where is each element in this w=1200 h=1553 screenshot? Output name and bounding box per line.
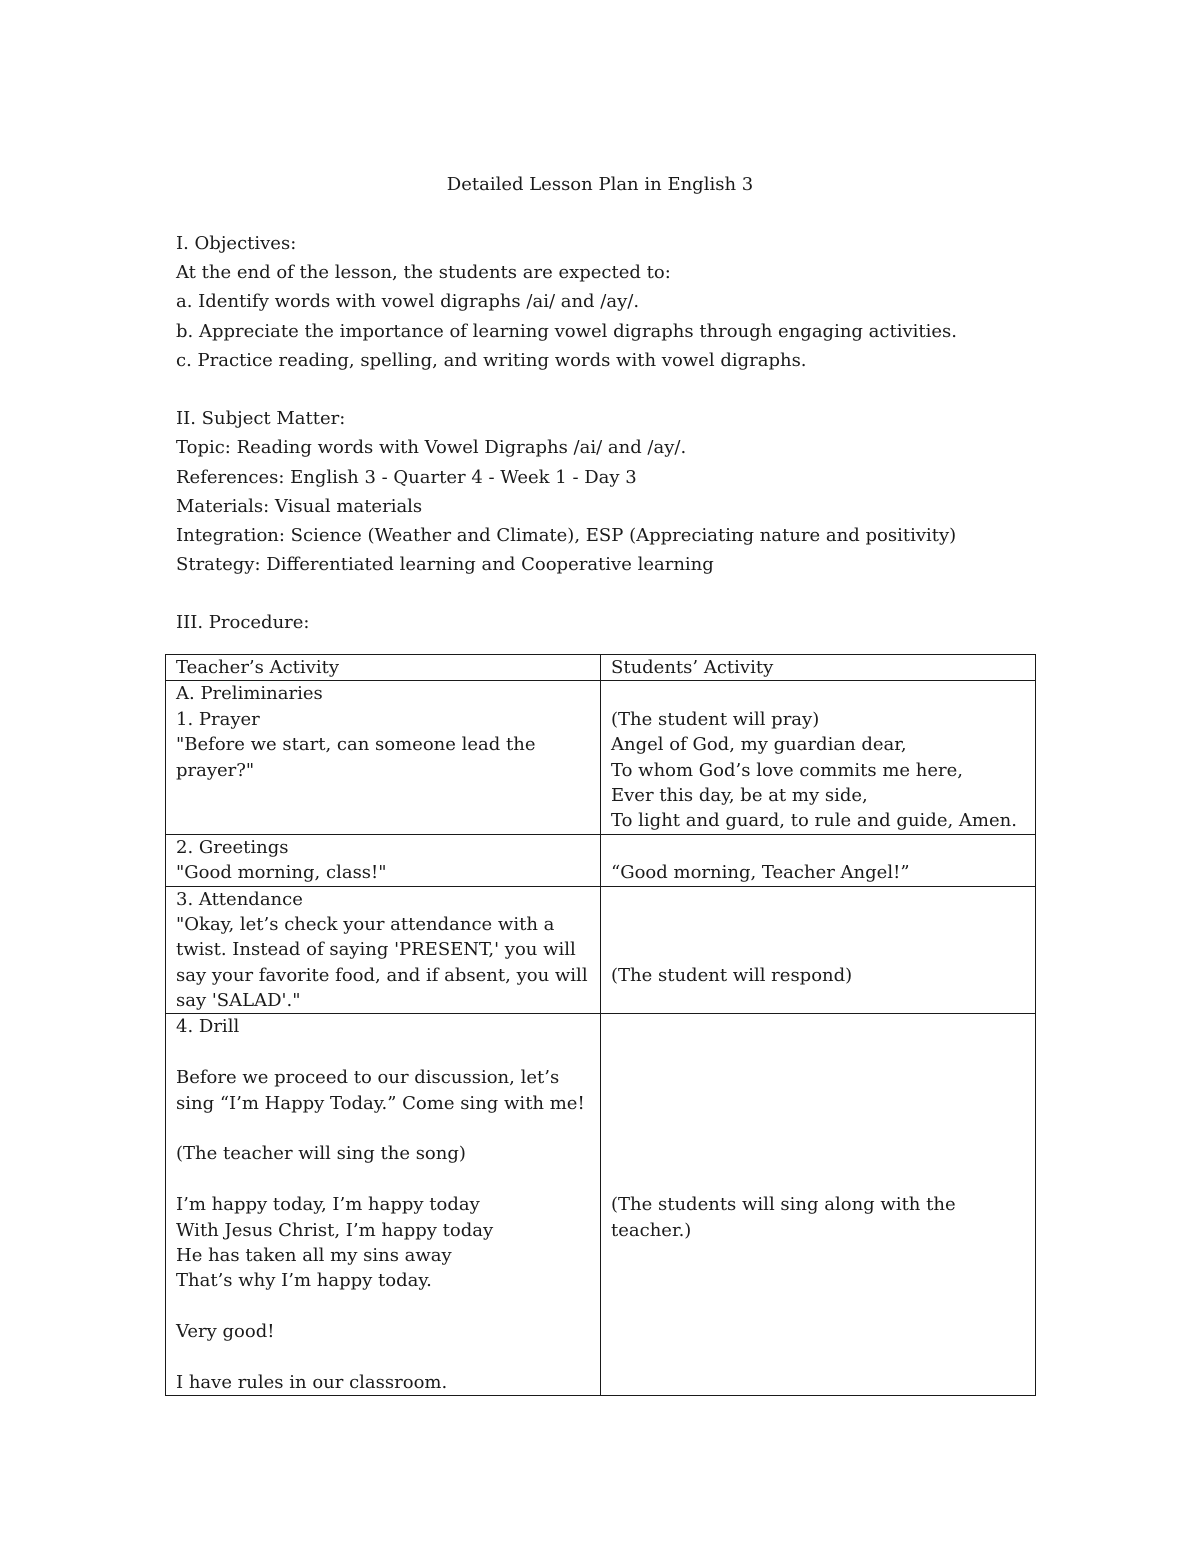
- header-students-activity: Students’ Activity: [601, 655, 1036, 681]
- teacher-line: "Good morning, class!": [176, 862, 387, 884]
- table-row-prayer: [166, 681, 1036, 834]
- student-line: Angel of God, my guardian dear,: [611, 734, 907, 756]
- student-line: To light and guard, to rule and guide, Amen.: [611, 810, 1017, 832]
- student-line: Ever this day, be at my side,: [611, 784, 868, 806]
- student-line: (The students will sing along with the: [611, 1194, 956, 1216]
- table-row-greetings: [166, 834, 1036, 886]
- objectives-heading: I. Objectives:: [176, 233, 297, 254]
- teacher-line: I have rules in our classroom.: [176, 1371, 448, 1393]
- procedure-heading: III. Procedure:: [176, 612, 310, 634]
- step-label: 2. Greetings: [176, 836, 289, 858]
- subject-topic: Topic: Reading words with Vowel Digraphs /ai/ and /ay/.: [176, 437, 687, 459]
- document-body: [176, 229, 1076, 638]
- student-cell-attendance: [601, 886, 1036, 1014]
- teacher-line: Before we proceed to our discussion, let’s: [176, 1067, 560, 1089]
- teacher-cell-attendance: [166, 886, 601, 1014]
- subject-references: References: English 3 - Quarter 4 - Week 1 - Day 3: [176, 466, 637, 488]
- teacher-line: prayer?": [176, 759, 255, 781]
- teacher-line: sing “I’m Happy Today.” Come sing with me!: [176, 1092, 585, 1114]
- teacher-cell-prayer: [166, 681, 601, 834]
- song-line: He has taken all my sins away: [176, 1244, 452, 1266]
- student-line: (The student will pray): [611, 708, 820, 730]
- teacher-line: twist. Instead of saying 'PRESENT,' you will: [176, 939, 576, 961]
- student-line: (The student will respond): [611, 964, 853, 986]
- student-cell-prayer: [601, 681, 1036, 834]
- student-line: To whom God’s love commits me here,: [611, 759, 964, 781]
- objective-item: c. Practice reading, spelling, and writing words with vowel digraphs.: [176, 349, 807, 371]
- teacher-line: "Before we start, can someone lead the: [176, 734, 536, 756]
- teacher-line: "Okay, let’s check your attendance with a: [176, 913, 555, 935]
- step-label: 3. Attendance: [176, 888, 303, 910]
- student-cell-greetings: [601, 834, 1036, 886]
- student-line: teacher.): [611, 1219, 692, 1241]
- subject-integration: Integration: Science (Weather and Climate), ESP (Appreciating nature and positivity): [176, 524, 957, 546]
- header-teacher-activity: Teacher’s Activity: [166, 655, 601, 681]
- objectives-intro: At the end of the lesson, the students are expected to:: [176, 262, 671, 284]
- objective-item: a. Identify words with vowel digraphs /ai/ and /ay/.: [176, 291, 640, 313]
- section-label: A. Preliminaries: [176, 683, 323, 705]
- procedure-table: [165, 654, 1036, 1396]
- table-row-attendance: [166, 886, 1036, 1014]
- table-row-drill: [166, 1014, 1036, 1396]
- step-label: 4. Drill: [176, 1016, 240, 1038]
- objective-item: b. Appreciate the importance of learning vowel digraphs through engaging activities.: [176, 320, 957, 342]
- subject-materials: Materials: Visual materials: [176, 495, 423, 517]
- teacher-line: say your favorite food, and if absent, you will: [176, 964, 588, 986]
- teacher-line: Very good!: [176, 1321, 275, 1343]
- teacher-line: say 'SALAD'.": [176, 990, 301, 1012]
- table-header-row: [166, 655, 1036, 681]
- teacher-note: (The teacher will sing the song): [176, 1143, 466, 1165]
- song-line: With Jesus Christ, I’m happy today: [176, 1219, 494, 1241]
- student-line: “Good morning, Teacher Angel!”: [611, 862, 910, 884]
- teacher-cell-drill: [166, 1014, 601, 1396]
- subject-matter-heading: II. Subject Matter:: [176, 408, 346, 430]
- teacher-cell-greetings: [166, 834, 601, 886]
- song-line: I’m happy today, I’m happy today: [176, 1194, 480, 1216]
- song-line: That’s why I’m happy today.: [176, 1270, 432, 1292]
- subject-strategy: Strategy: Differentiated learning and Cooperative learning: [176, 554, 714, 576]
- document-title: Detailed Lesson Plan in English 3: [446, 174, 754, 195]
- step-label: 1. Prayer: [176, 708, 260, 730]
- student-cell-drill: [601, 1014, 1036, 1396]
